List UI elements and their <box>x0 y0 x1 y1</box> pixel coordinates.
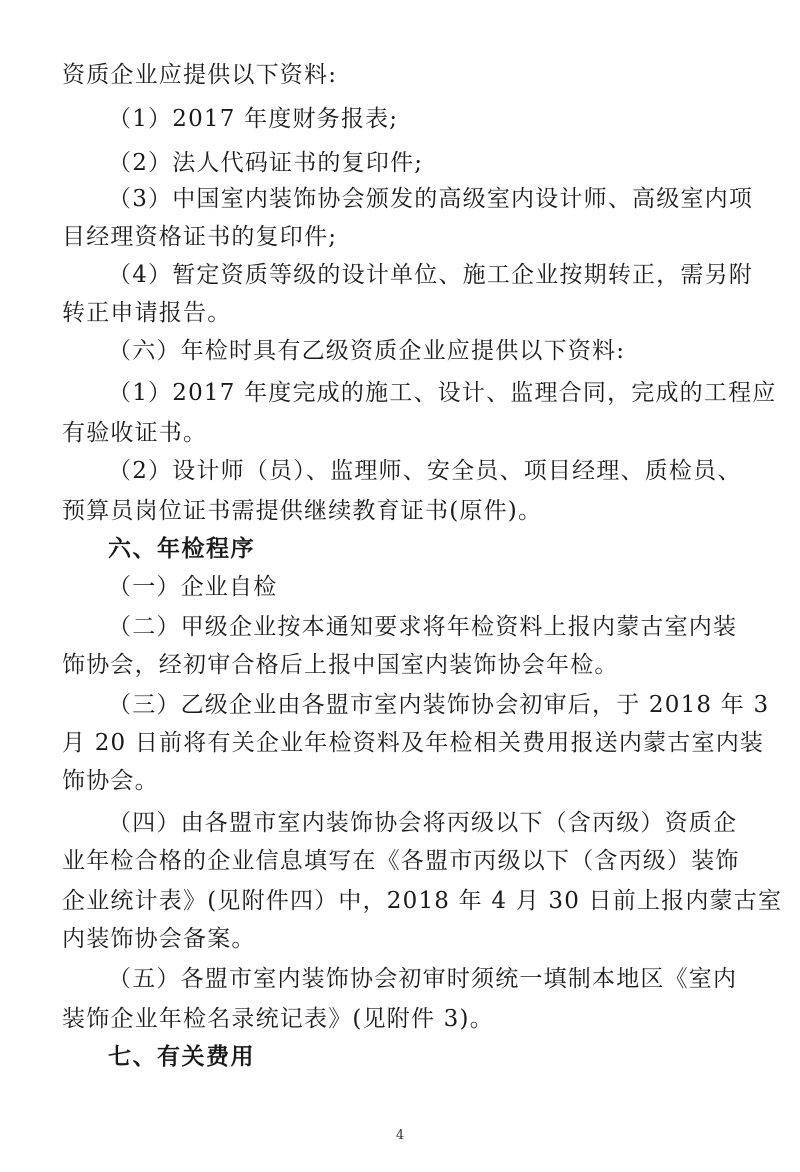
text-line: （3）中国室内装饰协会颁发的高级室内设计师、高级室内项 <box>108 186 754 212</box>
text-line: 业年检合格的企业信息填写在《各盟市丙级以下（含丙级）装饰 <box>62 848 740 874</box>
text-line: 内装饰协会备案。 <box>62 926 256 952</box>
text-line: 预算员岗位证书需提供继续教育证书(原件)。 <box>62 498 543 524</box>
section-heading: 七、有关费用 <box>108 1044 255 1070</box>
text-line: （2）设计师（员）、监理师、安全员、项目经理、质检员、 <box>108 458 742 484</box>
text-line: （4）暂定资质等级的设计单位、施工企业按期转正，需另附 <box>108 262 754 288</box>
text-line: （2）法人代码证书的复印件; <box>108 150 424 176</box>
text-line: 饰协会，经初审合格后上报中国室内装饰协会年检。 <box>62 652 619 678</box>
text-line: （二）甲级企业按本通知要求将年检资料上报内蒙古室内装 <box>108 614 738 640</box>
text-line: 月 20 日前将有关企业年检资料及年检相关费用报送内蒙古室内装 <box>62 730 765 756</box>
text-line: 企业统计表》(见附件四）中，2018 年 4 月 30 日前上报内蒙古室 <box>62 888 783 914</box>
text-line: （1）2017 年度完成的施工、设计、监理合同，完成的工程应 <box>108 380 777 406</box>
text-line: 转正申请报告。 <box>62 300 232 326</box>
section-heading: 六、年检程序 <box>108 536 255 562</box>
text-line: （三）乙级企业由各盟市室内装饰协会初审后，于 2018 年 3 <box>108 692 770 718</box>
text-line: 目经理资格证书的复印件; <box>62 224 338 250</box>
text-line: 饰协会。 <box>62 768 159 794</box>
text-line: （1）2017 年度财务报表; <box>108 106 399 132</box>
page-number: 4 <box>395 1128 405 1143</box>
text-line: （六）年检时具有乙级资质企业应提供以下资料: <box>108 338 626 364</box>
text-line: （五）各盟市室内装饰协会初审时须统一填制本地区《室内 <box>108 966 738 992</box>
text-line: 资质企业应提供以下资料: <box>62 62 338 88</box>
text-line: 装饰企业年检名录统记表》(见附件 3)。 <box>62 1006 494 1032</box>
text-line: （四）由各盟市室内装饰协会将丙级以下（含丙级）资质企 <box>108 810 738 836</box>
text-line: 有验收证书。 <box>62 420 208 446</box>
text-line: （一）企业自检 <box>108 574 278 600</box>
